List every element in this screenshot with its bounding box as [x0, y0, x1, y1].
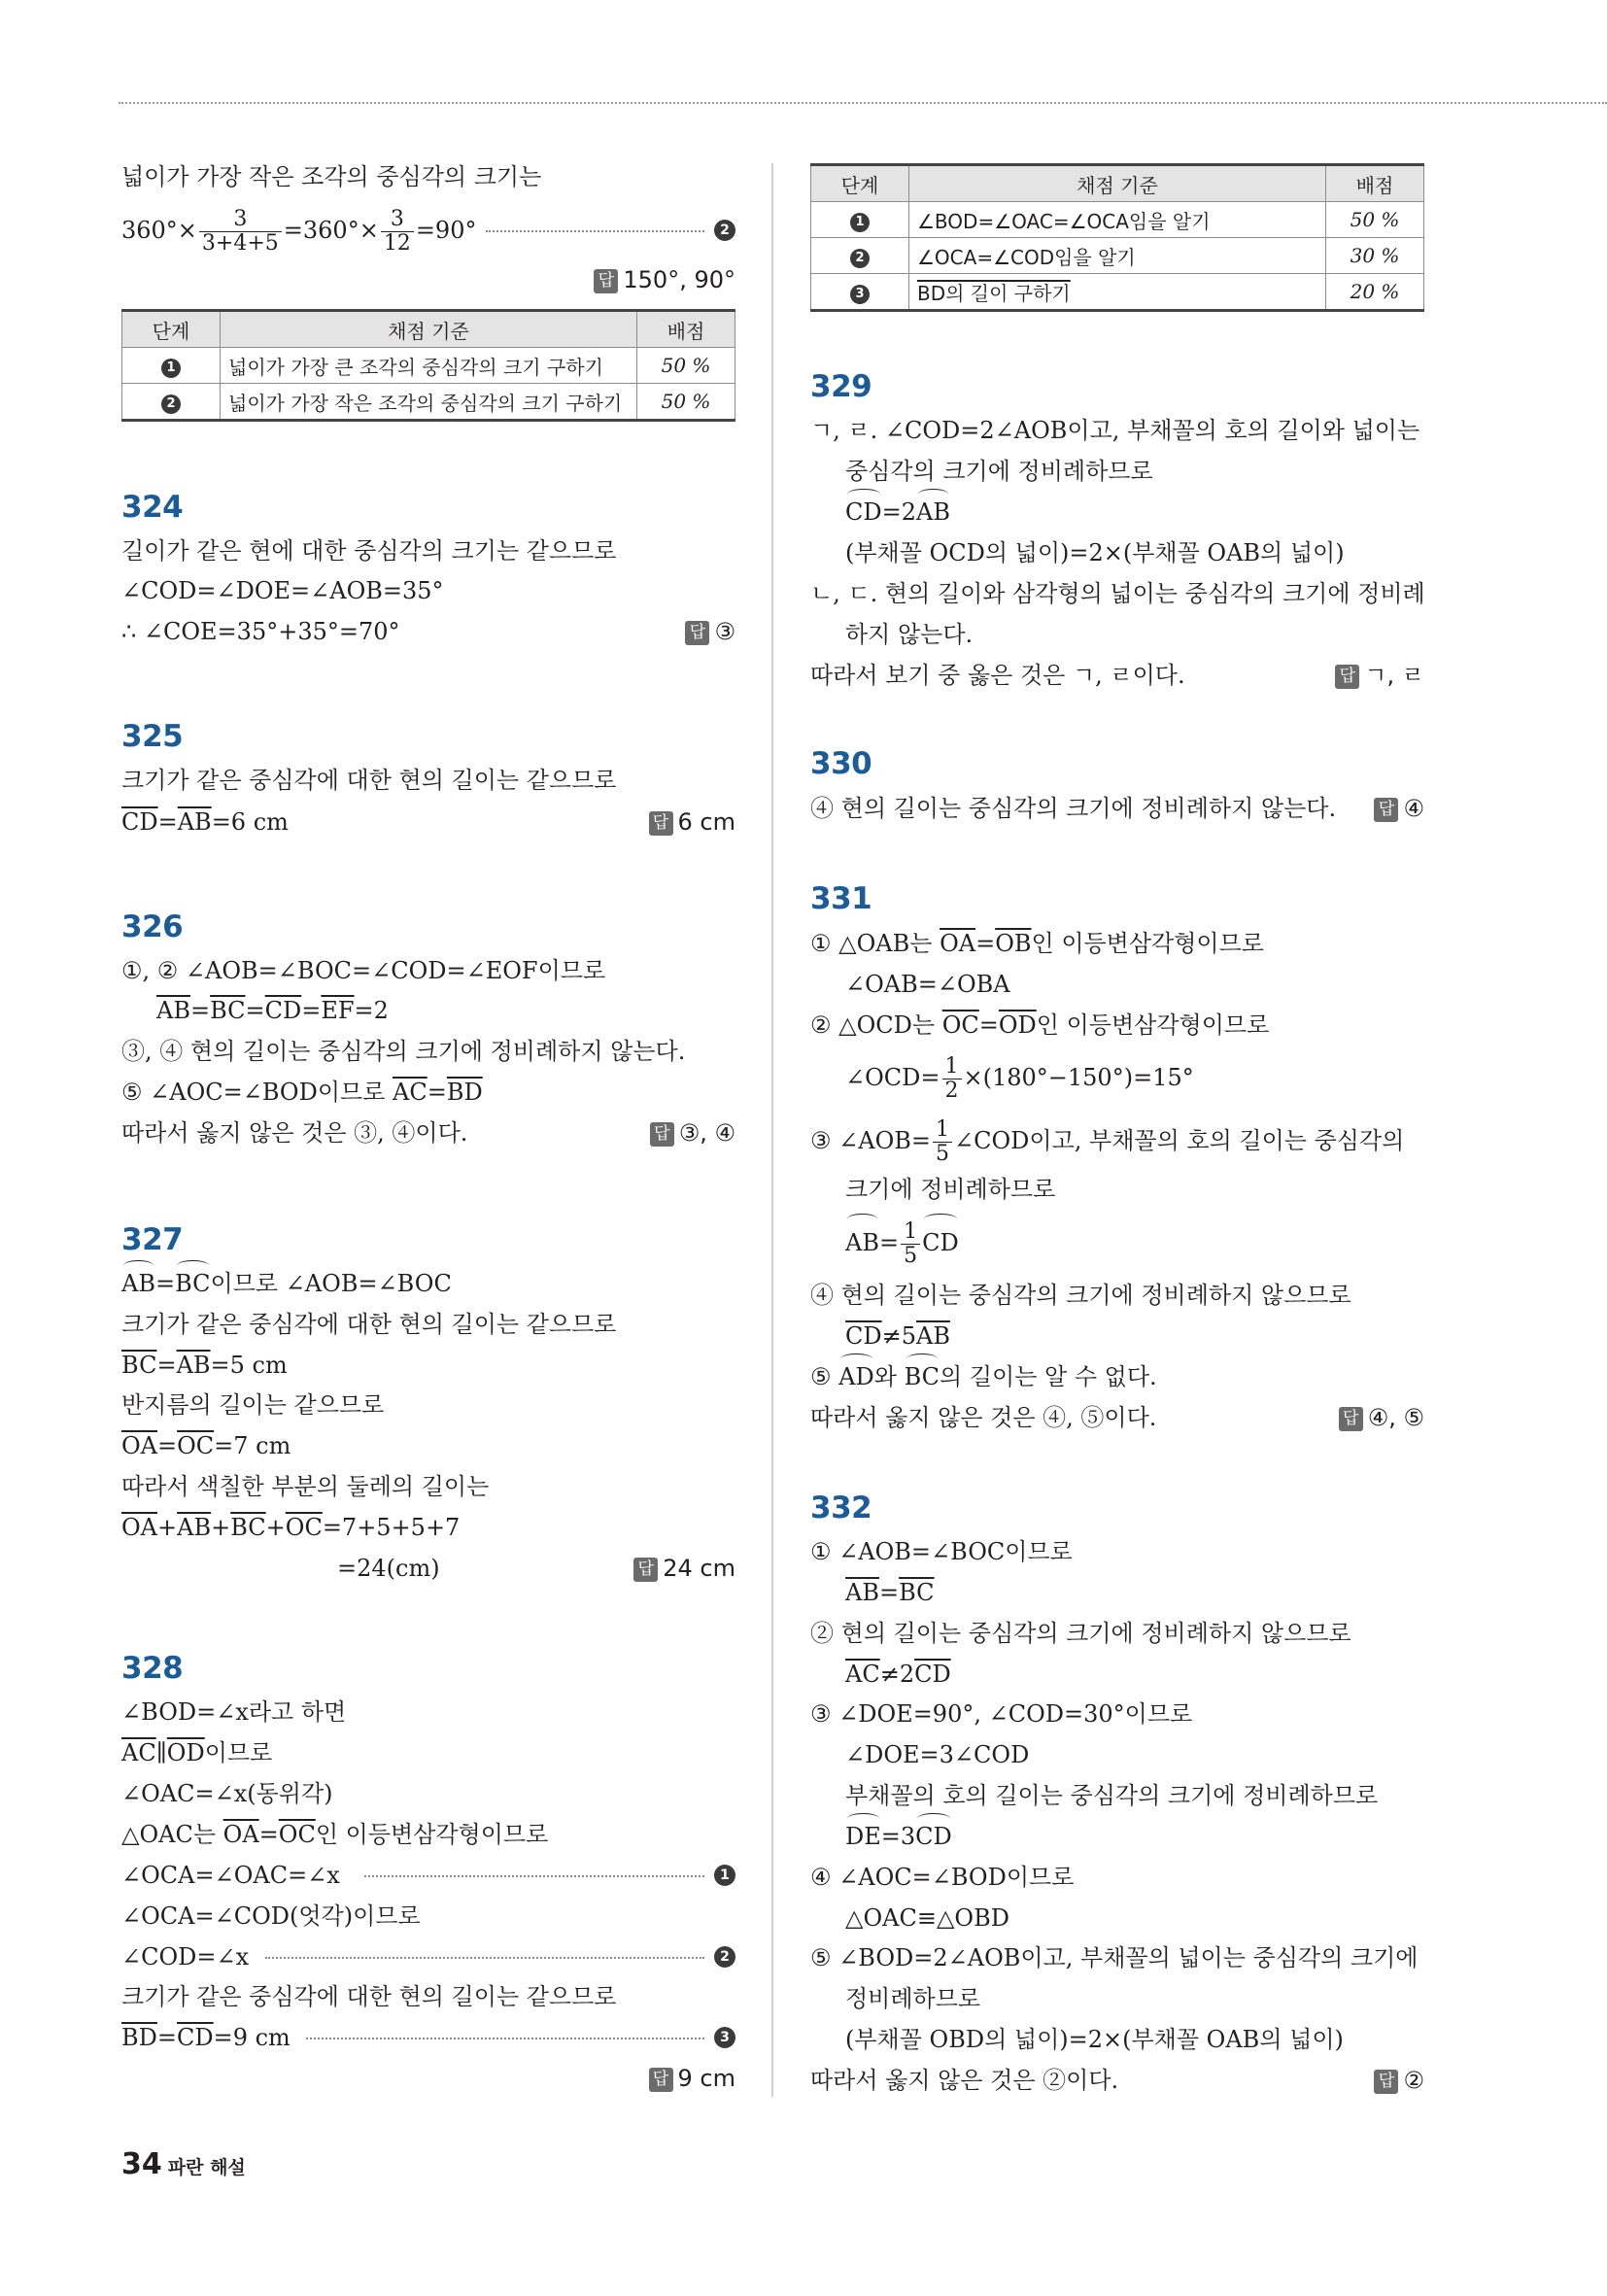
segment: $\overline{OA}$ — [940, 930, 976, 957]
segment: $\overline{BC}$ — [121, 1352, 157, 1379]
answer — [1339, 1398, 1424, 1437]
page-number: 34 — [121, 2147, 162, 2181]
text-line: 길이가 같은 현에 대한 중심각의 크기는 같으므로 — [121, 537, 617, 565]
text: 따라서 옳지 않은 것은 ④, ⑤이다. — [810, 1404, 1157, 1431]
answer-tag: 답 — [685, 621, 709, 645]
step-marker: 3 — [714, 2027, 735, 2048]
text-line: ④ 현의 길이는 중심각의 크기에 정비례하지 않으므로 — [810, 1282, 1351, 1309]
leader-dots — [364, 1875, 704, 1877]
answer — [649, 2059, 735, 2098]
arc-label: BC — [905, 1357, 940, 1396]
text-line — [810, 493, 1424, 531]
segment: $\overline{BD}$ — [446, 1079, 483, 1106]
problem-number: 332 — [810, 1491, 872, 1525]
text-line: ①, ② ∠AOB=∠BOC=∠COD=∠EOF이므로 — [121, 957, 606, 984]
text: 따라서 옳지 않은 것은 ②이다. — [810, 2067, 1119, 2094]
table-cell: 넓이가 가장 작은 조각의 중심각의 크기 구하기 — [221, 384, 637, 421]
table-cell: ∠OCA=∠COD임을 알기 — [909, 238, 1326, 274]
answer — [594, 260, 735, 299]
segment: $\overline{OA}$ — [121, 1432, 158, 1459]
segment: $\overline{OA}$ — [121, 1514, 158, 1541]
text: =2 — [354, 997, 389, 1024]
equation-line — [810, 1115, 1424, 1166]
table-cell: 50 % — [637, 348, 735, 384]
text: △OAC는 — [121, 1821, 223, 1848]
table-cell — [909, 274, 1326, 311]
text-line — [810, 1817, 1424, 1856]
text-line: 중심각의 크기에 정비례하므로 — [845, 458, 1153, 485]
text: ∠COD이고, 부채꼴의 호의 길이는 중심각의 — [954, 1127, 1405, 1154]
fraction — [942, 1055, 962, 1103]
text-line: 크기가 같은 중심각에 대한 현의 길이는 같으므로 — [121, 1311, 617, 1338]
text: ∠OCD= — [845, 1064, 940, 1091]
text: =24(cm) — [337, 1555, 440, 1582]
table-cell: 50 % — [1326, 202, 1424, 238]
column-divider — [771, 163, 773, 2097]
segment: $\overline{CD}$ — [177, 2024, 214, 2051]
problem-number: 328 — [121, 1651, 184, 1686]
table-header: 단계 — [811, 165, 909, 202]
table-header-row — [122, 311, 735, 348]
text: = — [157, 808, 178, 836]
table-cell: ∠BOD=∠OAC=∠OCA임을 알기 — [909, 202, 1326, 238]
leader-dots — [306, 2038, 704, 2039]
answer — [1374, 789, 1424, 828]
text-line: 크기에 정비례하므로 — [845, 1176, 1056, 1203]
text-line: ② 현의 길이는 중심각의 크기에 정비례하지 않으므로 — [810, 1620, 1351, 1647]
segment: $\overline{CD}$ — [845, 1322, 882, 1350]
text-line: △OAC≡△OBD — [845, 1904, 1009, 1932]
table-cell — [811, 274, 909, 311]
numerator: 3 — [199, 208, 282, 232]
segment: $\overline{CD}$ — [914, 1661, 951, 1688]
segment: $\overline{BD}$ — [121, 2024, 157, 2051]
text-line: ④ ∠AOC=∠BOD이므로 — [810, 1864, 1075, 1891]
table-cell — [811, 238, 909, 274]
segment: $\overline{OB}$ — [995, 930, 1032, 957]
text-line: ③ ∠DOE=90°, ∠COD=30°이므로 — [810, 1700, 1193, 1728]
text: 따라서 옳지 않은 것은 ③, ④이다. — [121, 1119, 468, 1147]
segment: $\overline{BC}$ — [899, 1579, 935, 1606]
text-line: 따라서 색칠한 부분의 둘레의 길이는 — [121, 1473, 490, 1500]
answer-line — [121, 260, 735, 299]
fraction — [199, 208, 282, 256]
text-line — [121, 803, 735, 841]
fraction — [381, 208, 414, 256]
text-line — [810, 656, 1424, 695]
text-line: $\overline{OA}=\overline{OC}=7$ cm — [121, 1432, 291, 1459]
step-marker: 1 — [850, 213, 870, 232]
text-line — [121, 1114, 735, 1152]
answer-tag: 답 — [1374, 798, 1398, 822]
text-line — [810, 789, 1424, 828]
answer-value: ㄱ, ㄹ — [1364, 662, 1424, 689]
answer-value: ④ — [1403, 795, 1424, 822]
text-line — [810, 1317, 1424, 1355]
answer-value: 9 cm — [677, 2065, 735, 2092]
text: ≠5 — [881, 1322, 916, 1350]
text: ④ 현의 길이는 중심각의 크기에 정비례하지 않는다. — [810, 795, 1337, 822]
segment: $\overline{OC}$ — [278, 1821, 316, 1848]
table-header: 배점 — [1326, 165, 1424, 202]
arc-label: AD — [838, 1357, 874, 1396]
segment: $\overline{EF}$ — [321, 997, 355, 1024]
answer-value: ③, ④ — [678, 1119, 735, 1147]
answer-tag: 답 — [1339, 1407, 1363, 1431]
denominator: 5 — [904, 1244, 918, 1268]
segment: $\overline{CD}$ — [121, 808, 158, 836]
table-header: 채점 기준 — [221, 311, 637, 348]
segment: $\overline{AB}$ — [845, 1579, 879, 1606]
text-line: 정비례하므로 — [845, 1985, 981, 2012]
text: =7 cm — [214, 1432, 291, 1459]
answer-value: 150°, 90° — [623, 266, 735, 293]
text-line: ∠DOE=3∠COD — [845, 1741, 1030, 1768]
text-line: △OAC는 $\overline{OA}=\overline{OC}$인 이등변삼각형이므로 — [121, 1821, 549, 1848]
leader-dots — [486, 230, 704, 232]
table-header: 단계 — [122, 311, 221, 348]
text: ① △OAB는 — [810, 930, 940, 957]
text: 이므로 — [204, 1739, 273, 1766]
segment: $\overline{AB}$ — [176, 1352, 211, 1379]
answer — [685, 612, 735, 651]
fraction — [933, 1118, 952, 1166]
segment: $\overline{AC}$ — [845, 1661, 880, 1688]
text-line — [121, 1856, 735, 1895]
problem-number: 324 — [121, 490, 184, 525]
step-marker: 2 — [161, 394, 181, 414]
page-footer — [121, 2147, 246, 2181]
text-line: 반지름의 길이는 같으므로 — [121, 1391, 385, 1419]
text: ≠2 — [879, 1661, 915, 1688]
table-cell — [811, 202, 909, 238]
segment: $\overline{OD}$ — [998, 1011, 1037, 1039]
segment: $\overline{AB}$ — [916, 1322, 950, 1350]
segment: $\overline{AB}$ — [156, 997, 190, 1024]
text-line: $\overline{AB}=\overline{BC}$ — [845, 1579, 935, 1606]
table-cell: 50 % — [637, 384, 735, 421]
text-line: 넓이가 가장 작은 조각의 중심각의 크기는 — [121, 163, 542, 190]
arc-label: BC — [175, 1264, 210, 1303]
text: =3 — [880, 1823, 916, 1850]
text: ∠OCA=∠OAC=∠x — [121, 1862, 340, 1889]
answer-tag: 답 — [594, 269, 618, 293]
denominator: 2 — [944, 1079, 959, 1103]
arc-label: AB — [121, 1264, 155, 1303]
text-line: ∠OAC=∠x(동위각) — [121, 1780, 333, 1807]
table-header: 배점 — [637, 311, 735, 348]
text-line: ⑤ ∠BOD=2∠AOB이고, 부채꼴의 넓이는 중심각의 크기에 — [810, 1944, 1419, 1971]
segment: $\overline{CD}$ — [264, 997, 302, 1024]
answer-value: ② — [1403, 2067, 1424, 2094]
text-line — [121, 1549, 735, 1588]
text: ⑤ — [810, 1363, 839, 1390]
eq-part: =90° — [415, 217, 477, 244]
problem-number: 330 — [810, 746, 872, 781]
eq-part: 360°× — [121, 217, 197, 244]
text-line: 크기가 같은 중심각에 대한 현의 길이는 같으므로 — [121, 1983, 617, 2010]
text: ∠COD=∠x — [121, 1943, 250, 1970]
text-line — [810, 1398, 1424, 1437]
table-row — [811, 238, 1424, 274]
answer — [650, 1114, 735, 1152]
text-line: AB=BC이므로 ∠AOB=∠BOC — [121, 1264, 735, 1303]
answer-tag: 답 — [633, 1558, 658, 1582]
text-line — [121, 1937, 735, 1976]
numerator: 1 — [942, 1055, 962, 1079]
text-line: ∠COD=∠DOE=∠AOB=35° — [121, 577, 444, 604]
answer — [649, 803, 735, 841]
criterion-text: BD의 길이 구하기 — [917, 281, 1071, 305]
numerator: 3 — [381, 208, 414, 232]
text-line: ③, ④ 현의 길이는 중심각의 크기에 정비례하지 않는다. — [121, 1038, 686, 1065]
text-line: $\overline{AC}\parallel\overline{OD}$이므로 — [121, 1739, 273, 1766]
segment: $\overline{OC}$ — [941, 1011, 979, 1039]
text: ③ ∠AOB= — [810, 1127, 932, 1154]
text: =6 cm — [211, 808, 289, 836]
table-cell: 20 % — [1326, 274, 1424, 311]
arc-label: CD — [845, 493, 882, 531]
text-line — [810, 2061, 1424, 2100]
step-marker: 1 — [714, 1865, 735, 1886]
problem-number: 329 — [810, 369, 872, 404]
problem-number: 326 — [121, 909, 184, 944]
arc-label: CD — [922, 1217, 959, 1268]
answer-value: 6 cm — [677, 808, 735, 836]
text: =2 — [881, 498, 916, 526]
text-line: ∠OAB=∠OBA — [845, 971, 1010, 998]
text-line: ㄴ, ㄷ. 현의 길이와 삼각형의 넓이는 중심각의 크기에 정비례 — [810, 580, 1425, 607]
text-line: 크기가 같은 중심각에 대한 현의 길이는 같으므로 — [121, 767, 617, 794]
text-line: $\overline{OA}+\overline{AB}+\overline{BC}+\overline{OC}=7+5+5+7$ — [121, 1514, 461, 1541]
text-line — [810, 1655, 1424, 1694]
book-title: 파란 해설 — [167, 2157, 246, 2178]
text-line: ∠OCA=∠COD(엇각)이므로 — [121, 1902, 421, 1930]
step-marker: 2 — [714, 1946, 735, 1968]
problem-number: 327 — [121, 1222, 184, 1257]
eq-part: =360°× — [283, 217, 379, 244]
table-row — [122, 348, 735, 384]
table-row — [811, 202, 1424, 238]
text: ∴ ∠COE=35°+35°=70° — [121, 618, 400, 645]
segment: $\overline{AC}$ — [393, 1079, 427, 1106]
text: ⑤ ∠AOC=∠BOD이므로 — [121, 1079, 393, 1106]
equation-line — [810, 1217, 1424, 1268]
text: =5 cm — [210, 1352, 288, 1379]
text: ② △OCD는 — [810, 1011, 942, 1039]
segment: $\overline{AC}$ — [121, 1739, 156, 1766]
text-line: ① ∠AOB=∠BOC이므로 — [810, 1538, 1073, 1565]
segment: $\overline{OC}$ — [285, 1514, 323, 1541]
table-row — [811, 274, 1424, 311]
answer-value: 24 cm — [663, 1555, 735, 1582]
table-cell — [122, 348, 221, 384]
text-line: ㄱ, ㄹ. ∠COD=2∠AOB이고, 부채꼴의 호의 길이와 넓이는 — [810, 417, 1420, 444]
scoring-table — [810, 163, 1424, 312]
equation-line — [121, 207, 735, 254]
answer — [1374, 2061, 1424, 2100]
denominator: 5 — [936, 1142, 950, 1166]
text-line: (부채꼴 OCD의 넓이)=2×(부채꼴 OAB의 넓이) — [845, 539, 1345, 566]
answer-line — [121, 2059, 735, 2098]
problem-number: 331 — [810, 881, 872, 916]
arc-label: AB — [845, 1217, 879, 1268]
text: = — [878, 1229, 900, 1256]
text-line: ① △OAB는 $\overline{OA}=\overline{OB}$인 이등변삼각형이므로 — [810, 930, 1264, 957]
table-cell — [122, 384, 221, 421]
table-header: 채점 기준 — [909, 165, 1326, 202]
text: =9 cm — [213, 2024, 291, 2051]
text: =7+5+5+7 — [322, 1514, 461, 1541]
segment: $\overline{OD}$ — [166, 1739, 205, 1766]
header-rule — [119, 102, 1607, 104]
table-header-row — [811, 165, 1424, 202]
text: 이므로 ∠AOB=∠BOC — [210, 1270, 452, 1297]
text-line: 부채꼴의 호의 길이는 중심각의 크기에 정비례하므로 — [845, 1782, 1379, 1809]
fraction — [901, 1220, 920, 1268]
table-row — [122, 384, 735, 421]
text: 의 길이는 알 수 없다. — [940, 1363, 1157, 1390]
table-cell: 30 % — [1326, 238, 1424, 274]
answer-tag: 답 — [650, 1122, 674, 1147]
text-line: $\overline{BD}=\overline{CD}=9$ cm 3 — [121, 2018, 735, 2057]
text-line: $\overline{BC}=\overline{AB}=5$ cm — [121, 1352, 288, 1379]
text: 인 이등변삼각형이므로 — [315, 1821, 549, 1848]
answer-value: ③ — [714, 618, 735, 645]
text-line: $\overline{AB}=\overline{BC}=\overline{CD}=\overline{EF}=2$ — [156, 997, 389, 1024]
answer-value: ④, ⑤ — [1367, 1404, 1424, 1431]
leader-dots — [265, 1957, 704, 1959]
text-line: ⑤ ∠AOC=∠BOD이므로 $\overline{AC}=\overline{BD}$ — [121, 1079, 483, 1106]
step-marker: 2 — [850, 249, 870, 268]
numerator: 1 — [933, 1118, 952, 1143]
text-line: ② △OCD는 $\overline{OC}=\overline{OD}$인 이등변삼각형이므로 — [810, 1011, 1270, 1039]
scoring-table — [121, 309, 735, 422]
equation-line — [810, 1052, 1424, 1103]
denominator: 12 — [383, 231, 411, 256]
text-line: ∠BOD=∠x라고 하면 — [121, 1698, 347, 1726]
text: 인 이등변삼각형이므로 — [1036, 1011, 1270, 1039]
text: 따라서 보기 중 옳은 것은 ㄱ, ㄹ이다. — [810, 662, 1185, 689]
answer-tag: 답 — [1374, 2070, 1398, 2094]
text: 인 이등변삼각형이므로 — [1031, 930, 1264, 957]
arc-label: DE — [845, 1817, 881, 1856]
text: 와 — [873, 1363, 905, 1390]
segment: $\overline{BC}$ — [210, 997, 246, 1024]
answer-tag: 답 — [649, 811, 673, 836]
arc-label: CD — [915, 1817, 952, 1856]
segment: $\overline{AB}$ — [177, 1514, 212, 1541]
text-line: 하지 않는다. — [845, 621, 974, 648]
text-line — [121, 612, 735, 651]
arc-label: AB — [916, 493, 950, 531]
answer — [1335, 656, 1424, 695]
text: ×(180°−150°)=15° — [963, 1064, 1194, 1091]
segment: $\overline{OA}$ — [222, 1821, 259, 1848]
text-line: (부채꼴 OBD의 넓이)=2×(부채꼴 OAB의 넓이) — [845, 2026, 1344, 2053]
numerator: 1 — [901, 1220, 920, 1245]
segment: $\overline{BC}$ — [230, 1514, 266, 1541]
text-line — [810, 1357, 1424, 1396]
step-marker: 1 — [161, 359, 181, 378]
problem-number: 325 — [121, 719, 184, 754]
table-cell: 넓이가 가장 큰 조각의 중심각의 크기 구하기 — [221, 348, 637, 384]
answer-tag: 답 — [1335, 665, 1359, 689]
step-marker: 3 — [850, 285, 870, 304]
denominator: 3+4+5 — [201, 231, 279, 256]
segment: $\overline{AB}$ — [177, 808, 212, 836]
segment: $\overline{OC}$ — [177, 1432, 215, 1459]
answer-tag: 답 — [649, 2068, 673, 2092]
answer — [633, 1549, 735, 1588]
step-marker: 2 — [714, 220, 735, 241]
